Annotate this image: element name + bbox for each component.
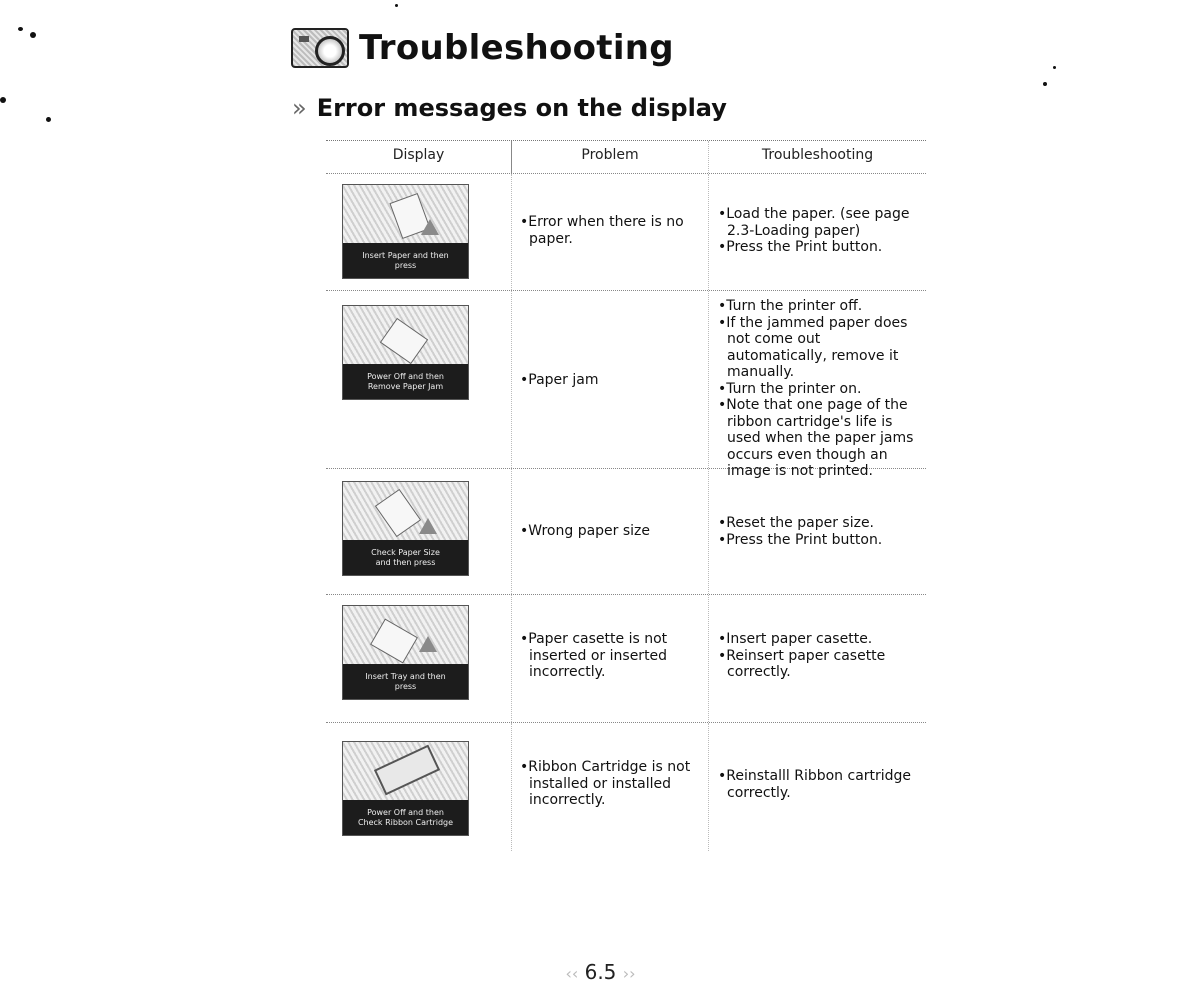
table-row <box>326 174 926 291</box>
page-title-row <box>291 26 674 70</box>
column-header-troubleshooting: Troubleshooting <box>761 147 874 163</box>
table-row <box>326 469 926 595</box>
table-row <box>326 723 926 851</box>
page-title: Troubleshooting <box>359 28 674 68</box>
error-table <box>326 140 926 851</box>
screen-message: Power Off and then Check Ribbon Cartridge <box>343 800 468 835</box>
display-screen-image <box>342 605 469 700</box>
screen-message: Check Paper Size and then press <box>343 540 468 575</box>
display-screen-image <box>342 305 469 400</box>
page-number: ‹‹ 6.5 ›› <box>565 960 636 984</box>
problem-cell: •Paper casette is not inserted or inserted incorrectly. <box>520 631 668 680</box>
screen-message: Insert Paper and then press <box>343 243 468 278</box>
problem-cell: •Ribbon Cartridge is not installed or installed incorrectly. <box>520 759 691 808</box>
display-screen-image <box>342 184 469 279</box>
table-row <box>326 291 926 479</box>
column-header-problem: Problem <box>581 147 639 163</box>
double-chevron-icon: » <box>292 94 307 122</box>
column-header-display: Display <box>392 147 445 163</box>
table-row <box>326 595 926 723</box>
solution-cell: •Reset the paper size. •Press the Print button. <box>718 515 883 548</box>
section-heading <box>292 94 727 122</box>
solution-cell: •Reinstalll Ribbon cartridge correctly. <box>718 768 912 801</box>
table-header <box>326 140 926 174</box>
solution-cell: •Load the paper. (see page 2.3-Loading paper) •Press the Print button. <box>718 206 910 255</box>
problem-cell: •Error when there is no paper. <box>520 214 684 247</box>
display-screen-image <box>342 741 469 836</box>
camera-icon <box>291 28 349 68</box>
solution-cell: •Turn the printer off. •If the jammed paper does not come out automatically, remove it manually. •Turn the printer on. •Note that one page of the ribbon cartridge's life is used when the paper jams occurs even though an image is not printed. <box>718 298 914 479</box>
screen-message: Insert Tray and then press <box>343 664 468 699</box>
display-screen-image <box>342 481 469 576</box>
section-title: Error messages on the display <box>316 94 727 122</box>
problem-cell: •Paper jam <box>520 372 599 388</box>
screen-message: Power Off and then Remove Paper Jam <box>343 364 468 399</box>
solution-cell: •Insert paper casette. •Reinsert paper casette correctly. <box>718 631 886 680</box>
problem-cell: •Wrong paper size <box>520 523 651 539</box>
